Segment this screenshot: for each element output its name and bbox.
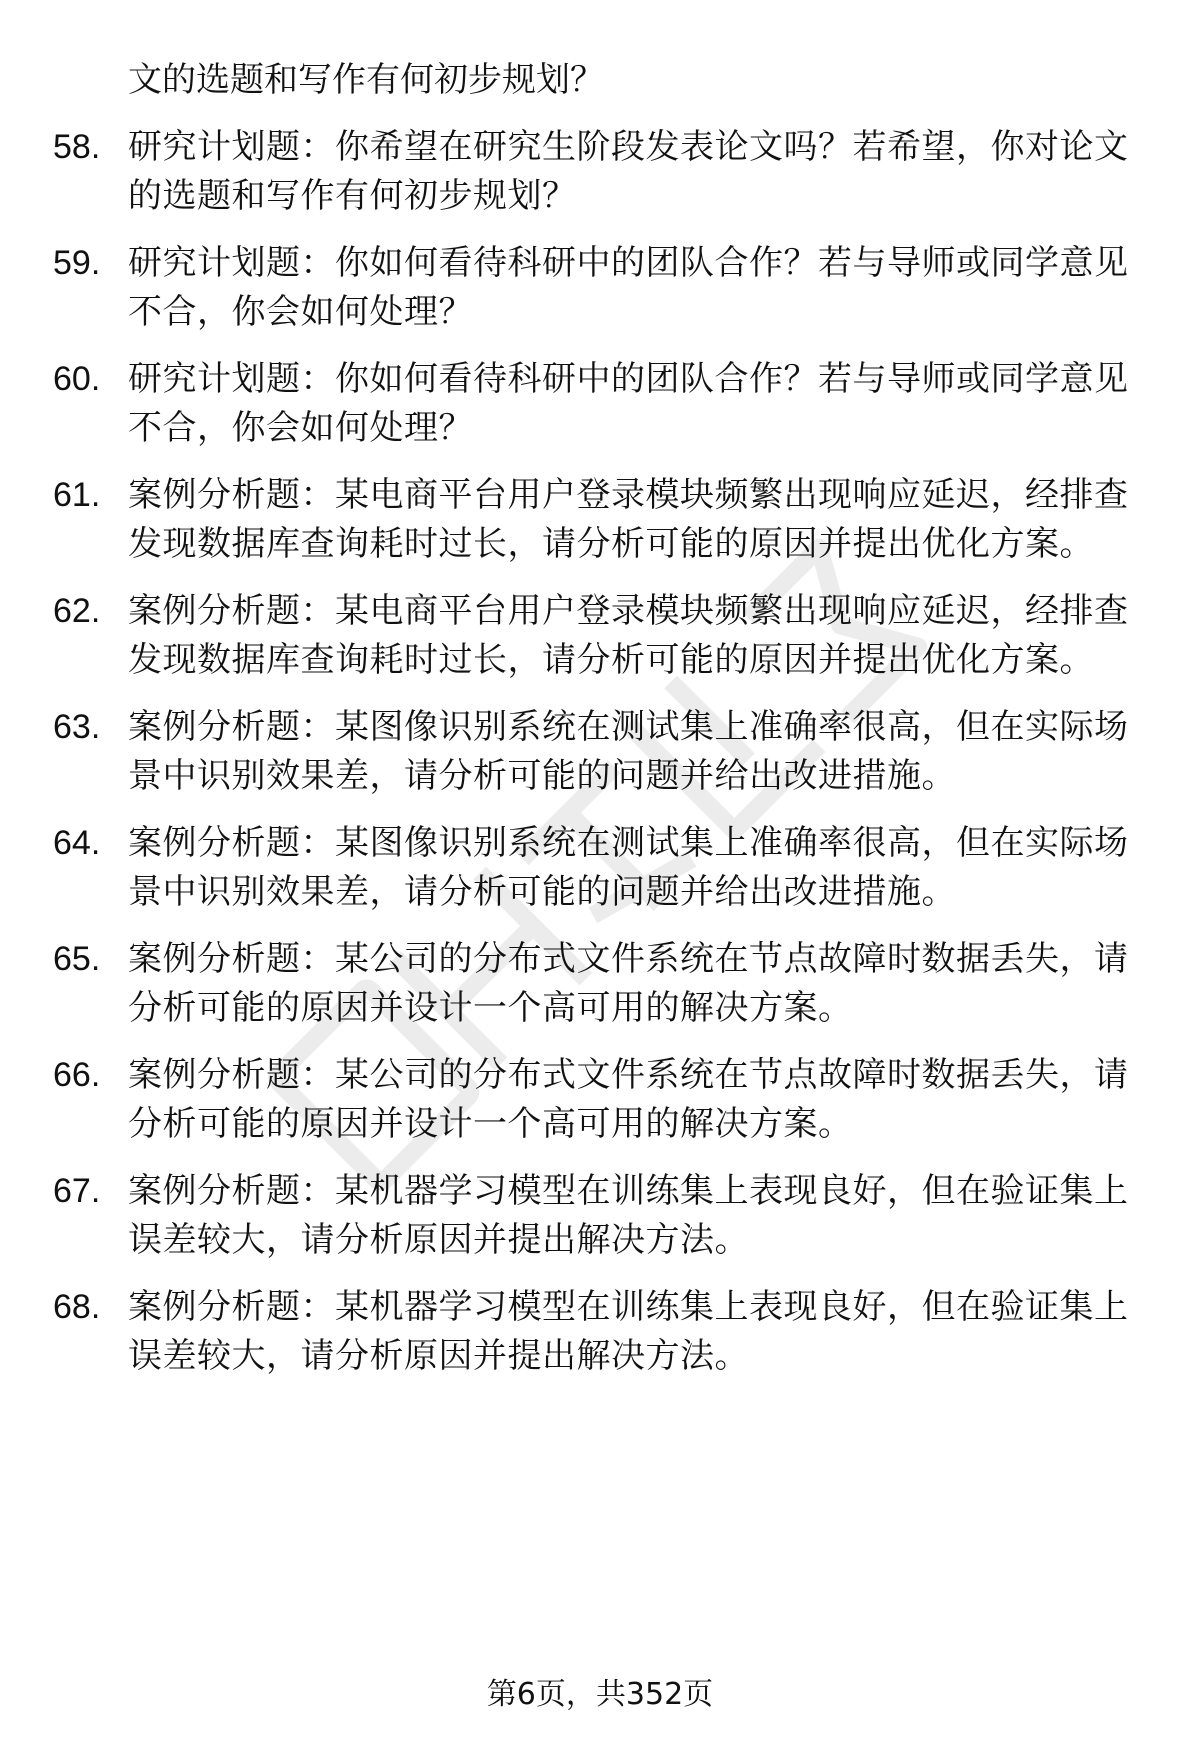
question-text: 案例分析题：某电商平台用户登录模块频繁出现响应延迟，经排查发现数据库查询耗时过长，请分析可能的原因并提出优化方案。: [128, 475, 1129, 564]
continued-question-text: 文的选题和写作有何初步规划？: [128, 60, 604, 100]
question-number: 58.: [53, 128, 101, 166]
question-text: 研究计划题：你希望在研究生阶段发表论文吗？若希望，你对论文的选题和写作有何初步规划？: [128, 127, 1129, 216]
question-number: 65.: [53, 940, 101, 978]
question-item: [53, 819, 1153, 917]
question-text: 案例分析题：某图像识别系统在测试集上准确率很高，但在实际场景中识别效果差，请分析可能的问题并给出改进措施。: [128, 823, 1129, 912]
question-text: 研究计划题：你如何看待科研中的团队合作？若与导师或同学意见不合，你会如何处理？: [128, 359, 1129, 448]
question-item: [53, 1283, 1153, 1381]
question-section: [53, 56, 1153, 1399]
question-item: [53, 703, 1153, 801]
question-text: 案例分析题：某机器学习模型在训练集上表现良好，但在验证集上误差较大，请分析原因并提出解决方法。: [128, 1171, 1129, 1260]
question-number: 59.: [53, 244, 101, 282]
question-text: 案例分析题：某电商平台用户登录模块频繁出现响应延迟，经排查发现数据库查询耗时过长，请分析可能的原因并提出优化方案。: [128, 591, 1129, 680]
question-number: 60.: [53, 360, 101, 398]
question-number: 64.: [53, 824, 101, 862]
question-text: 案例分析题：某图像识别系统在测试集上准确率很高，但在实际场景中识别效果差，请分析可能的问题并给出改进措施。: [128, 707, 1129, 796]
question-text: 案例分析题：某机器学习模型在训练集上表现良好，但在验证集上误差较大，请分析原因并提出解决方法。: [128, 1287, 1129, 1376]
question-item: [53, 123, 1153, 221]
question-number: 67.: [53, 1172, 101, 1210]
question-item: [53, 587, 1153, 685]
question-text: 案例分析题：某公司的分布式文件系统在节点故障时数据丢失，请分析可能的原因并设计一个高可用的解决方案。: [128, 939, 1129, 1028]
question-number: 62.: [53, 592, 101, 630]
question-item: [53, 935, 1153, 1033]
question-text: 研究计划题：你如何看待科研中的团队合作？若与导师或同学意见不合，你会如何处理？: [128, 243, 1129, 332]
question-item: [53, 355, 1153, 453]
question-number: 66.: [53, 1056, 101, 1094]
page-footer: 第6页，共352页: [486, 1677, 714, 1712]
question-number: 68.: [53, 1288, 101, 1326]
question-number: 61.: [53, 476, 101, 514]
question-list: [53, 123, 1153, 1381]
question-item: [53, 471, 1153, 569]
question-number: 63.: [53, 708, 101, 746]
question-item: [53, 1167, 1153, 1265]
question-item: [53, 239, 1153, 337]
question-item: [53, 1051, 1153, 1149]
question-text: 案例分析题：某公司的分布式文件系统在节点故障时数据丢失，请分析可能的原因并设计一个高可用的解决方案。: [128, 1055, 1129, 1144]
